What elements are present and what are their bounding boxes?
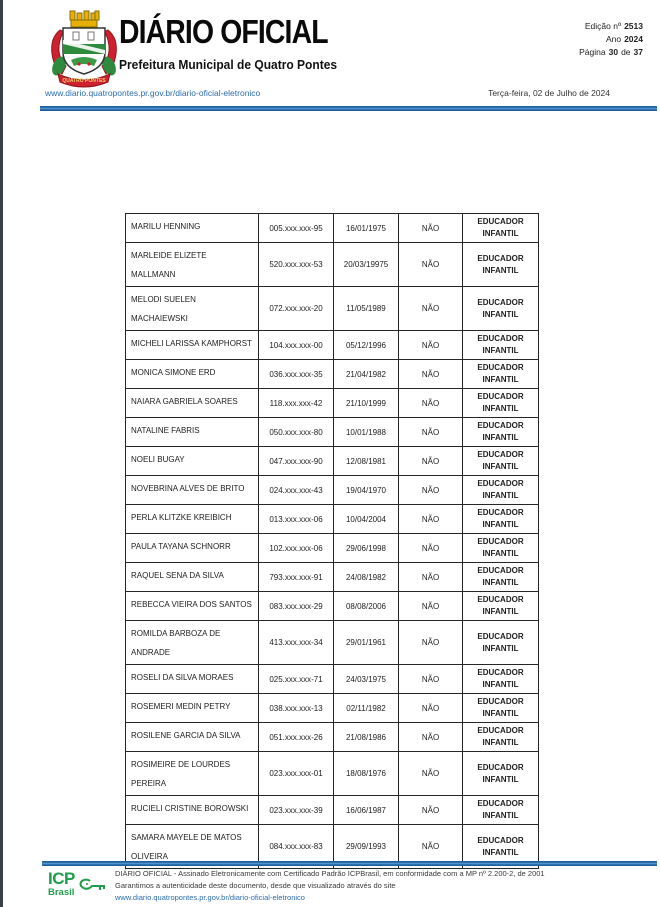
servant-name: ROSEMERI MEDIN PETRY (126, 694, 259, 723)
public-servant-flag: NÃO (399, 287, 463, 331)
servant-name: RAQUEL SENA DA SILVA (126, 563, 259, 592)
table-row (126, 331, 539, 360)
servant-role: EDUCADOR INFANTIL (463, 331, 539, 360)
servant-birth-date: 02/11/1982 (334, 694, 399, 723)
page-subtitle: Prefeitura Municipal de Quatro Pontes (119, 58, 338, 72)
masthead (119, 13, 362, 72)
table-row (126, 287, 539, 331)
table-row (126, 694, 539, 723)
icp-brasil-wordmark: ICP Brasil (48, 869, 75, 898)
servant-birth-date: 21/04/1982 (334, 360, 399, 389)
key-icon (78, 874, 108, 894)
servant-role: EDUCADOR INFANTIL (463, 665, 539, 694)
servant-birth-date: 08/08/2006 (334, 592, 399, 621)
public-servant-flag: NÃO (399, 796, 463, 825)
footer-divider (42, 861, 657, 866)
servant-birth-date: 12/08/1981 (334, 447, 399, 476)
servant-role: EDUCADOR INFANTIL (463, 243, 539, 287)
servant-cpf: 072.xxx.xxx-20 (259, 287, 334, 331)
servants-table (125, 213, 539, 869)
public-servant-flag: NÃO (399, 447, 463, 476)
public-servant-flag: NÃO (399, 563, 463, 592)
servant-name: NOVEBRINA ALVES DE BRITO (126, 476, 259, 505)
servant-name: SAMARA MAYELE DE MATOS OLIVEIRA (126, 825, 259, 869)
table-row (126, 796, 539, 825)
servant-cpf: 102.xxx.xxx-06 (259, 534, 334, 563)
servant-birth-date: 29/09/1993 (334, 825, 399, 869)
public-servant-flag: NÃO (399, 752, 463, 796)
servant-birth-date: 19/04/1970 (334, 476, 399, 505)
public-servant-flag: NÃO (399, 665, 463, 694)
servant-cpf: 005.xxx.xxx-95 (259, 214, 334, 243)
table-row (126, 243, 539, 287)
servant-role: EDUCADOR INFANTIL (463, 287, 539, 331)
servant-birth-date: 24/08/1982 (334, 563, 399, 592)
public-servant-flag: NÃO (399, 723, 463, 752)
page-edge-strip (0, 0, 3, 907)
public-servant-flag: NÃO (399, 825, 463, 869)
servant-role: EDUCADOR INFANTIL (463, 505, 539, 534)
servant-birth-date: 16/01/1975 (334, 214, 399, 243)
page-number-line: Página 30 de 37 (579, 47, 643, 57)
servant-cpf: 023.xxx.xxx-01 (259, 752, 334, 796)
servant-birth-date: 16/06/1987 (334, 796, 399, 825)
servant-birth-date: 18/08/1976 (334, 752, 399, 796)
servant-birth-date: 21/08/1986 (334, 723, 399, 752)
edition-info (579, 20, 643, 59)
table-row (126, 360, 539, 389)
page-title: DIÁRIO OFICIAL (119, 13, 328, 50)
issue-date: Terça-feira, 02 de Julho de 2024 (488, 88, 610, 98)
servant-birth-date: 05/12/1996 (334, 331, 399, 360)
servant-cpf: 051.xxx.xxx-26 (259, 723, 334, 752)
public-servant-flag: NÃO (399, 360, 463, 389)
servant-cpf: 083.xxx.xxx-29 (259, 592, 334, 621)
public-servant-flag: NÃO (399, 694, 463, 723)
servant-birth-date: 20/03/19975 (334, 243, 399, 287)
servant-birth-date: 29/01/1961 (334, 621, 399, 665)
footer-line-2: Garantimos a autenticidade deste documento, desde que visualizado através do site (115, 881, 396, 890)
servant-name: MONICA SIMONE ERD (126, 360, 259, 389)
table-row (126, 665, 539, 694)
servant-role: EDUCADOR INFANTIL (463, 752, 539, 796)
servant-name: MARILU HENNING (126, 214, 259, 243)
public-servant-flag: NÃO (399, 243, 463, 287)
servant-role: EDUCADOR INFANTIL (463, 214, 539, 243)
servant-role: EDUCADOR INFANTIL (463, 534, 539, 563)
table-row (126, 389, 539, 418)
crest-banner-text: QUATRO PONTES (62, 78, 106, 84)
crest-crown (70, 11, 99, 27)
servant-role: EDUCADOR INFANTIL (463, 694, 539, 723)
public-servant-flag: NÃO (399, 331, 463, 360)
table-row (126, 621, 539, 665)
footer-certification-text (115, 868, 545, 904)
servant-name: NAIARA GABRIELA SOARES (126, 389, 259, 418)
table-row (126, 534, 539, 563)
servant-cpf: 013.xxx.xxx-06 (259, 505, 334, 534)
header-divider (40, 106, 657, 111)
servant-role: EDUCADOR INFANTIL (463, 563, 539, 592)
table-row (126, 752, 539, 796)
icp-brasil-logo (48, 870, 108, 898)
servant-cpf: 118.xxx.xxx-42 (259, 389, 334, 418)
servants-table-body (126, 214, 539, 869)
servant-birth-date: 11/05/1989 (334, 287, 399, 331)
servant-name: PAULA TAYANA SCHNORR (126, 534, 259, 563)
table-row (126, 505, 539, 534)
footer-line-1: DIÁRIO OFICIAL - Assinado Eletronicamente com Certificado Padrão ICPBrasil, em conformidade com a MP nº 2.200-2, de 2001 (115, 869, 545, 878)
servant-birth-date: 24/03/1975 (334, 665, 399, 694)
gazette-url-link[interactable]: www.diario.quatropontes.pr.gov.br/diario-oficial-eletronico (45, 88, 261, 98)
servant-cpf: 024.xxx.xxx-43 (259, 476, 334, 505)
footer-url-link[interactable]: www.diario.quatropontes.pr.gov.br/diario-oficial-eletronico (115, 893, 305, 902)
servant-role: EDUCADOR INFANTIL (463, 825, 539, 869)
servant-role: EDUCADOR INFANTIL (463, 418, 539, 447)
public-servant-flag: NÃO (399, 621, 463, 665)
servant-cpf: 413.xxx.xxx-34 (259, 621, 334, 665)
servant-role: EDUCADOR INFANTIL (463, 592, 539, 621)
table-row (126, 418, 539, 447)
servant-cpf: 793.xxx.xxx-91 (259, 563, 334, 592)
coat-of-arms-logo (46, 8, 122, 92)
servant-name: PERLA KLITZKE KREIBICH (126, 505, 259, 534)
public-servant-flag: NÃO (399, 534, 463, 563)
table-row (126, 476, 539, 505)
table-row (126, 563, 539, 592)
servant-role: EDUCADOR INFANTIL (463, 723, 539, 752)
servant-role: EDUCADOR INFANTIL (463, 389, 539, 418)
servant-name: MICHELI LARISSA KAMPHORST (126, 331, 259, 360)
servant-name: MARLEIDE ELIZETE MALLMANN (126, 243, 259, 287)
servant-name: ROSELI DA SILVA MORAES (126, 665, 259, 694)
servant-cpf: 520.xxx.xxx-53 (259, 243, 334, 287)
public-servant-flag: NÃO (399, 389, 463, 418)
servant-role: EDUCADOR INFANTIL (463, 447, 539, 476)
servant-cpf: 025.xxx.xxx-71 (259, 665, 334, 694)
servant-name: ROSILENE GARCIA DA SILVA (126, 723, 259, 752)
year-line: Ano 2024 (605, 34, 643, 44)
servant-birth-date: 29/06/1998 (334, 534, 399, 563)
servant-role: EDUCADOR INFANTIL (463, 360, 539, 389)
table-row (126, 723, 539, 752)
public-servant-flag: NÃO (399, 592, 463, 621)
servant-cpf: 104.xxx.xxx-00 (259, 331, 334, 360)
servant-name: ROSIMEIRE DE LOURDES PEREIRA (126, 752, 259, 796)
servant-name: NOELI BUGAY (126, 447, 259, 476)
table-row (126, 592, 539, 621)
public-servant-flag: NÃO (399, 418, 463, 447)
servant-name: RUCIELI CRISTINE BOROWSKI (126, 796, 259, 825)
servant-role: EDUCADOR INFANTIL (463, 621, 539, 665)
servant-name: MELODI SUELEN MACHAIEWSKI (126, 287, 259, 331)
servant-cpf: 050.xxx.xxx-80 (259, 418, 334, 447)
public-servant-flag: NÃO (399, 476, 463, 505)
servant-cpf: 036.xxx.xxx-35 (259, 360, 334, 389)
servant-cpf: 023.xxx.xxx-39 (259, 796, 334, 825)
crest-shield (63, 28, 105, 74)
public-servant-flag: NÃO (399, 505, 463, 534)
crest-banner (58, 74, 110, 87)
servant-cpf: 084.xxx.xxx-83 (259, 825, 334, 869)
servant-cpf: 038.xxx.xxx-13 (259, 694, 334, 723)
table-row (126, 214, 539, 243)
servant-cpf: 047.xxx.xxx-90 (259, 447, 334, 476)
servant-birth-date: 10/01/1988 (334, 418, 399, 447)
servant-birth-date: 21/10/1999 (334, 389, 399, 418)
servant-name: ROMILDA BARBOZA DE ANDRADE (126, 621, 259, 665)
servant-role: EDUCADOR INFANTIL (463, 796, 539, 825)
servant-name: REBECCA VIEIRA DOS SANTOS (126, 592, 259, 621)
servant-role: EDUCADOR INFANTIL (463, 476, 539, 505)
servant-birth-date: 10/04/2004 (334, 505, 399, 534)
public-servant-flag: NÃO (399, 214, 463, 243)
edition-number-line: Edição nº 2513 (584, 21, 643, 31)
servant-name: NATALINE FABRIS (126, 418, 259, 447)
table-row (126, 447, 539, 476)
